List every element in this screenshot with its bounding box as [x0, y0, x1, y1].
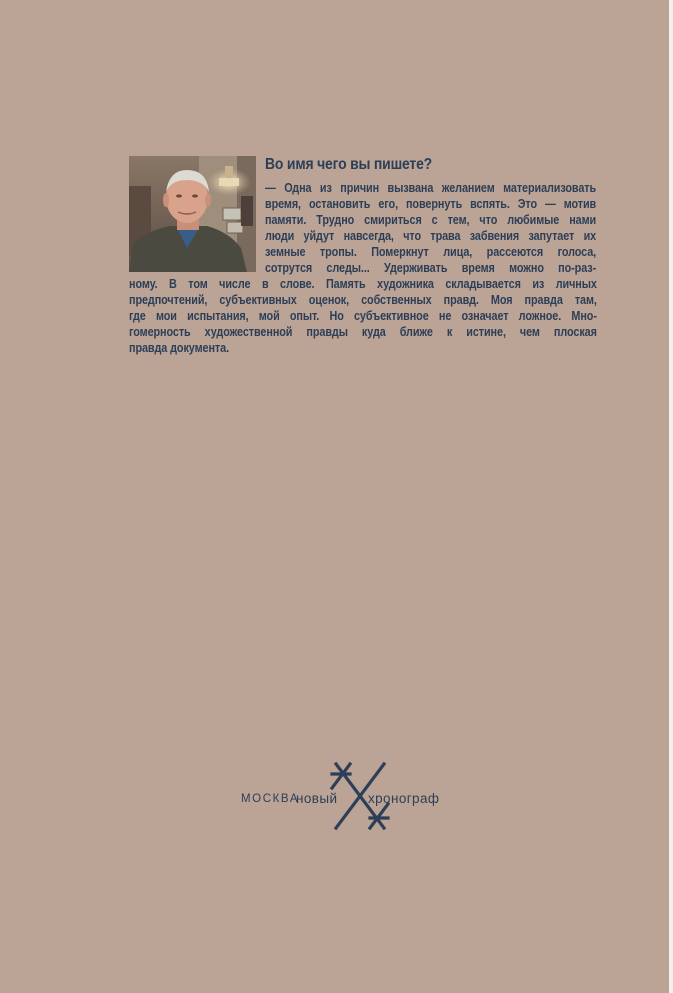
- publisher-city: МОСКВА: [241, 793, 300, 805]
- author-photo: [129, 156, 256, 272]
- answer-line: сотрутся следы... Удерживать время можно по-раз-: [265, 261, 597, 276]
- answer-line: правда документа.: [129, 341, 230, 356]
- publisher-name-word1: новый: [296, 791, 338, 806]
- answer-line: где мои испытания, мой опыт. Но субъективное не означает ложное. Мно-: [129, 309, 597, 324]
- answer-line: — Одна из причин вызвана желанием материализовать: [265, 181, 597, 195]
- answer-line: предпочтений, субъективных оценок, собственных правд. Моя правда там,: [129, 293, 597, 308]
- answer-line: гомерность художественной правды куда ближе к истине, чем плоская: [129, 325, 597, 340]
- answer-line: время, остановить его, повернуть вспять. Это — мотив: [265, 197, 597, 212]
- answer-line: земные тропы. Померкнут лица, рассеются голоса,: [265, 245, 597, 260]
- answer-text-beside-photo: [265, 180, 596, 277]
- interview-question: Во имя чего вы пишете?: [265, 156, 432, 173]
- publisher-name-word2: хронограф: [368, 791, 440, 806]
- author-portrait-icon: [129, 156, 256, 272]
- page-edge: [669, 0, 673, 993]
- answer-line: памяти. Трудно смириться с тем, что любимые нами: [265, 213, 597, 228]
- answer-line: ному. В том числе в слове. Память художника складывается из личных: [129, 277, 597, 291]
- answer-text-full-width: [129, 276, 597, 356]
- answer-line: люди уйдут навсегда, что трава забвения запутает их: [265, 229, 597, 244]
